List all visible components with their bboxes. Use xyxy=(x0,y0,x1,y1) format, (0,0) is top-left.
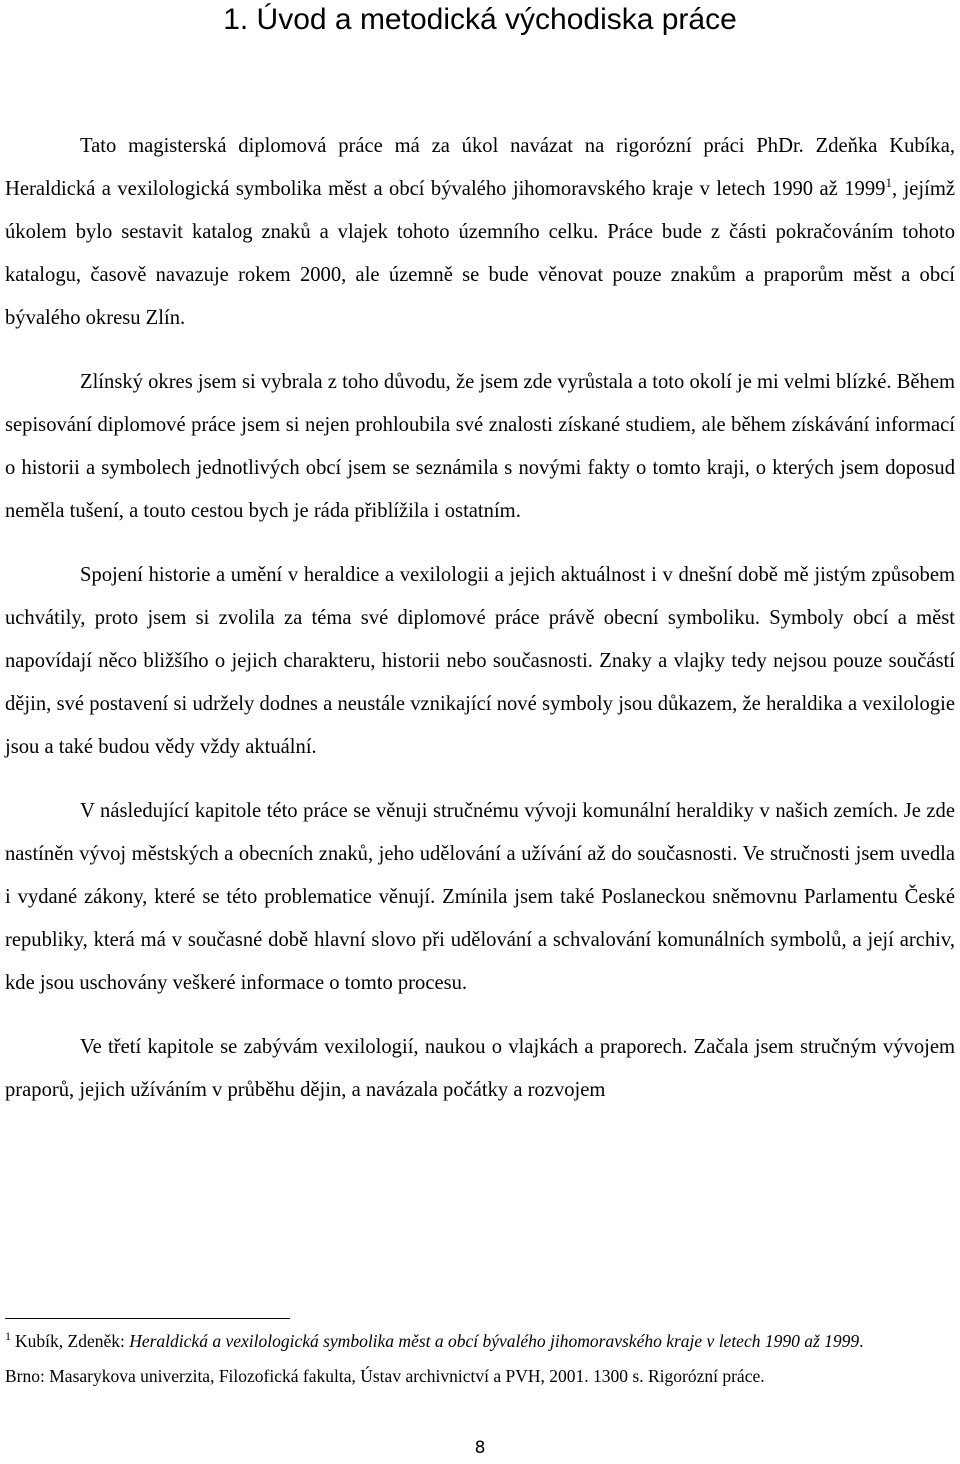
paragraph-intro-text-continued: , jejímž úkolem bylo sestavit katalog znaků a vlajek tohoto územního celku. Práce bude z části pokračováním tohoto katalogu, časově navazuje rokem 2000, ale územně se bude věnovat pouze znakům a praporům měst a obcí bývalého okresu Zlín. xyxy=(5,178,955,329)
footnote-reference[interactable]: 1 xyxy=(885,175,892,191)
paragraph-intro-text: Tato magisterská diplomová práce má za úkol navázat na rigorózní práci PhDr. Zdeňka Kubíka, Heraldická a vexilologická symbolika měst a obcí bývalého jihomoravského kraje v letech 1990 až 1999 xyxy=(5,135,955,200)
footnote-title: Heraldická a vexilologická symbolika měst a obcí bývalého jihomoravského kraje v letech 1990 až 1999 xyxy=(129,1331,860,1351)
chapter-title: 1. Úvod a metodická východiska práce xyxy=(223,3,737,36)
body-text xyxy=(5,125,955,1112)
paragraph-motivation: Zlínský okres jsem si vybrala z toho důvodu, že jsem zde vyrůstala a toto okolí je mi velmi blízké. Během sepisování diplomové práce jsem si nejen prohloubila své znalosti získané studiem, ale během získávání informací o historii a symbolech jednotlivých obcí jsem se seznámila s novými fakty o tomto kraji, o kterých jsem doposud neměla tušení, a touto cestou bych je ráda přiblížila i ostatním. xyxy=(5,371,955,522)
paragraph-chapter-three: Ve třetí kapitole se zabývám vexilologií, naukou o vlajkách a praporech. Začala jsem stručným vývojem praporů, jejich užíváním v průběhu dějin, a navázala počátky a rozvojem xyxy=(5,1036,955,1101)
footnote-number: 1 xyxy=(5,1329,11,1344)
paragraph-chapter-two: V následující kapitole této práce se věnuji stručnému vývoji komunální heraldiky v našich zemích. Je zde nastíněn vývoj městských a obecních znaků, jeho udělování a užívání až do současnosti. Ve stručnosti jsem uvedla i vydané zákony, které se této problematice věnují. Zmínila jsem také Poslaneckou sněmovnu Parlamentu České republiky, která má v současné době hlavní slovo při udělování a schvalování komunálních symbolů, a její archiv, kde jsou uschovány veškeré informace o tomto procesu. xyxy=(5,800,955,994)
footnote xyxy=(5,1324,905,1394)
page-number: 8 xyxy=(474,1438,486,1458)
paragraph-topic-choice: Spojení historie a umění v heraldice a vexilologii a jejich aktuálnost i v dnešní době mě jistým způsobem uchvátily, proto jsem si zvolila za téma své diplomové práce právě obecní symboliku. Symboly obcí a měst napovídají něco bližšího o jejich charakteru, historii nebo současnosti. Znaky a vlajky tedy nejsou pouze součástí dějin, své postavení si udržely dodnes a neustále vznikající nové symboly jsou důkazem, že heraldika a vexilologie jsou a také budou vědy vždy aktuální. xyxy=(5,564,955,758)
footnote-author: Kubík, Zdeněk: xyxy=(15,1331,130,1351)
paragraph-intro xyxy=(5,125,955,340)
footnote-separator xyxy=(5,1318,290,1319)
footnote-publication: . Brno: Masarykova univerzita, Filozofická fakulta, Ústav archivnictví a PVH, 2001. 1300 s. Rigorózní práce. xyxy=(5,1331,864,1386)
